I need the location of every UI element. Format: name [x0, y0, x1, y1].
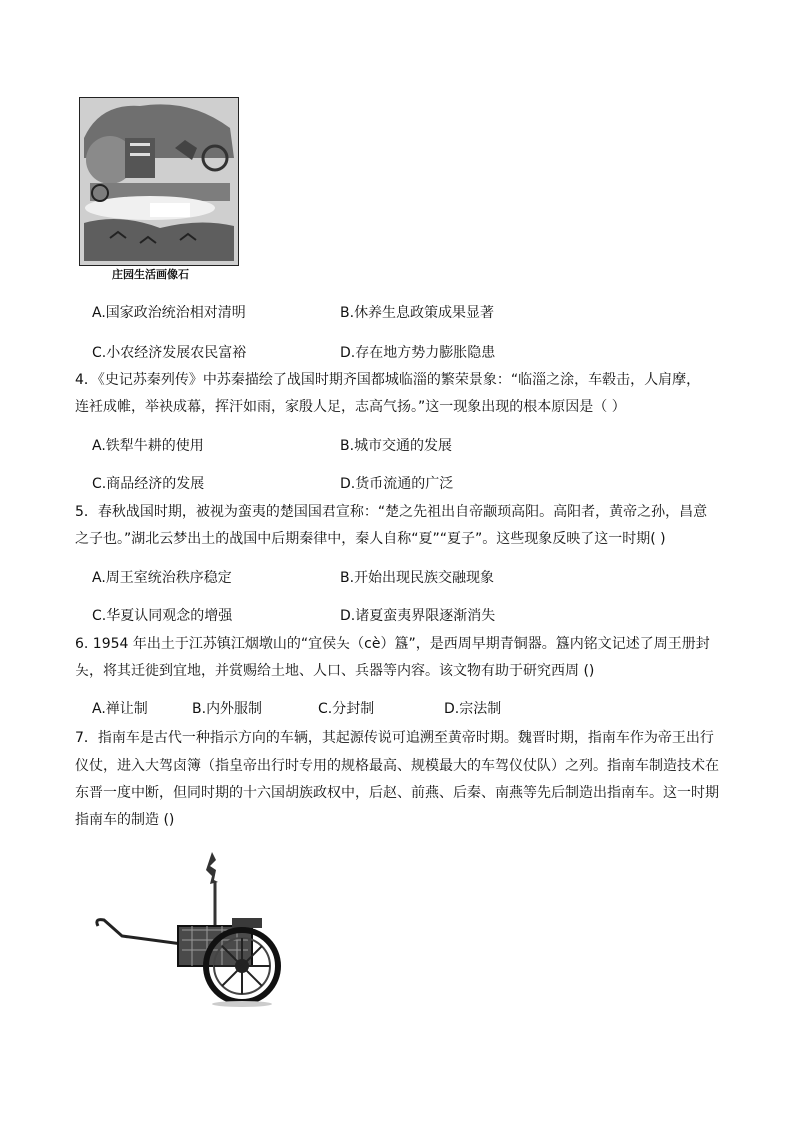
option-letter: C.	[92, 345, 107, 361]
option-letter: C.	[92, 476, 107, 492]
option-text: 分封制	[332, 701, 375, 717]
relief-image	[79, 97, 239, 266]
option-letter: C.	[92, 608, 107, 624]
q3-option-d[interactable]	[340, 339, 495, 367]
option-letter: B.	[192, 701, 207, 717]
option-letter: A.	[92, 305, 106, 321]
q4-stem-line2: 连衽成帷，举袂成幕，挥汗如雨，家殷人足，志高气扬。”这一现象出现的根本原因是（ ）	[75, 399, 626, 415]
relief-illustration	[80, 98, 238, 265]
option-text: 内外服制	[206, 701, 263, 717]
option-letter: A.	[92, 570, 106, 586]
option-letter: B.	[340, 570, 355, 586]
chariot-image	[92, 848, 302, 1008]
q5-option-a[interactable]	[92, 564, 232, 592]
option-letter: B.	[340, 305, 355, 321]
q7-stem-line4: 指南车的制造 ()	[75, 812, 175, 828]
q5-stem-line2: 之子也。”湖北云梦出土的战国中后期秦律中，秦人自称“夏”“夏子”。这些现象反映了这一时期( )	[75, 531, 666, 547]
option-letter: D.	[340, 608, 356, 624]
q4-option-d[interactable]	[340, 470, 453, 498]
q5-option-c[interactable]	[92, 602, 232, 630]
q6-stem-line2: 夨，将其迁徙到宜地，并赏赐给土地、人口、兵器等内容。该文物有助于研究西周 ()	[75, 663, 595, 679]
q7-stem-line2: 仪仗，进入大驾卤簿（指皇帝出行时专用的规格最高、规模最大的车驾仪仗队）之列。指南车制造技术在	[75, 758, 719, 774]
option-letter: D.	[340, 476, 356, 492]
q3-option-a[interactable]	[92, 299, 246, 327]
option-text: 小农经济发展农民富裕	[106, 345, 247, 361]
q6-option-a[interactable]	[92, 695, 148, 723]
q4-option-a[interactable]	[92, 432, 204, 460]
q4-stem-line1: 4．《史记苏秦列传》中苏秦描绘了战国时期齐国都城临淄的繁荣景象：“临淄之涂，车毂击，人肩摩，	[75, 372, 701, 388]
option-text: 周王室统治秩序稳定	[105, 570, 232, 586]
q6-stem-line1: 6. 1954 年出土于江苏镇江烟墩山的“宜侯夨（cè）簋”，是西周早期青铜器。簋内铭文记述了周王册封	[75, 636, 710, 652]
q6-option-d[interactable]	[444, 695, 501, 723]
option-letter: D.	[444, 701, 460, 717]
q6-option-c[interactable]	[318, 695, 374, 723]
option-text: 诸夏蛮夷界限逐渐消失	[355, 608, 496, 624]
q4-option-c[interactable]	[92, 470, 204, 498]
q6-option-b[interactable]	[192, 695, 262, 723]
option-text: 宗法制	[459, 701, 502, 717]
option-text: 存在地方势力膨胀隐患	[355, 345, 496, 361]
option-text: 国家政治统治相对清明	[105, 305, 246, 321]
q7-stem-line1: 7．指南车是古代一种指示方向的车辆，其起源传说可追溯至黄帝时期。魏晋时期，指南车作为帝王出行	[75, 730, 714, 746]
option-text: 商品经济的发展	[106, 476, 205, 492]
option-letter: A.	[92, 701, 106, 717]
q4-option-b[interactable]	[340, 432, 452, 460]
option-text: 禅让制	[105, 701, 148, 717]
q5-option-b[interactable]	[340, 564, 494, 592]
option-text: 城市交通的发展	[354, 438, 453, 454]
q3-option-c[interactable]	[92, 339, 246, 367]
figure-caption: 庄园生活画像石	[112, 268, 189, 281]
option-letter: D.	[340, 345, 356, 361]
q3-option-b[interactable]	[340, 299, 494, 327]
option-letter: C.	[318, 701, 333, 717]
option-text: 华夏认同观念的增强	[106, 608, 233, 624]
south-pointing-chariot-illustration	[92, 848, 302, 1008]
q7-stem-line3: 东晋一度中断，但同时期的十六国胡族政权中，后赵、前燕、后秦、南燕等先后制造出指南车。这一时期	[75, 785, 719, 801]
option-text: 货币流通的广泛	[355, 476, 454, 492]
option-text: 开始出现民族交融现象	[354, 570, 495, 586]
option-letter: A.	[92, 438, 106, 454]
q5-option-d[interactable]	[340, 602, 495, 630]
q5-stem-line1: 5．春秋战国时期，被视为蛮夷的楚国国君宣称：“楚之先祖出自帝颛顼高阳。高阳者，黄帝之孙，昌意	[75, 504, 708, 520]
option-letter: B.	[340, 438, 355, 454]
option-text: 休养生息政策成果显著	[354, 305, 495, 321]
option-text: 铁犁牛耕的使用	[105, 438, 204, 454]
